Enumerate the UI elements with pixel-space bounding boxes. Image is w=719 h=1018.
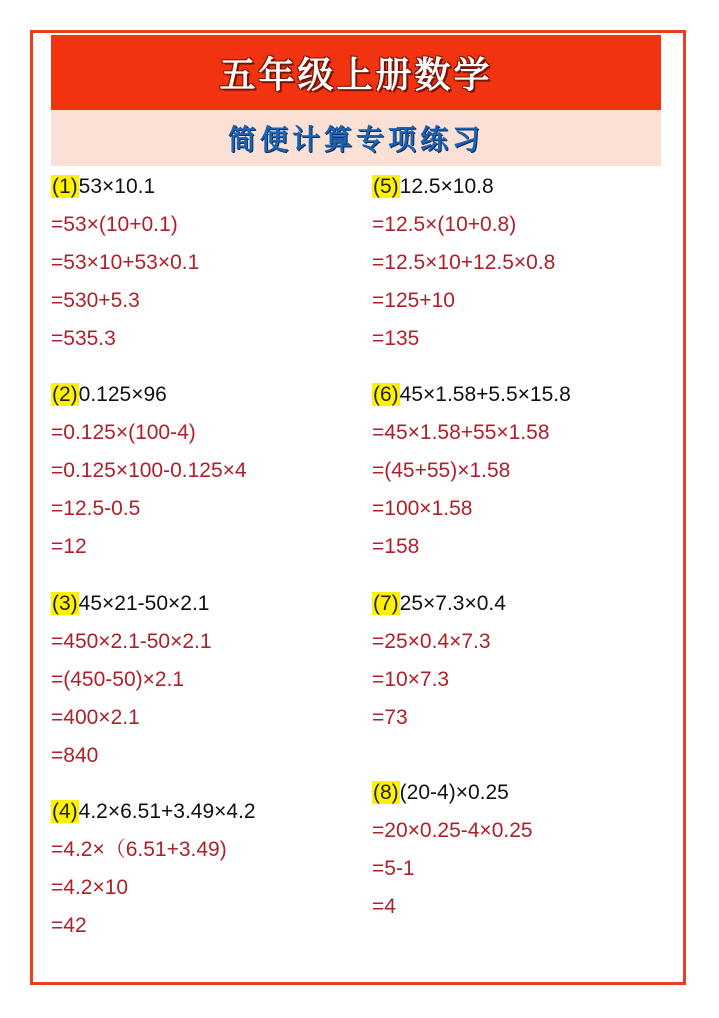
solution-step: =20×0.25-4×0.25 <box>372 819 533 842</box>
solution-step: =(450-50)×2.1 <box>51 668 185 691</box>
problem-expression-line <box>372 585 506 623</box>
problem-number: (3) <box>52 592 78 615</box>
solution-step: =45×1.58+55×1.58 <box>372 421 550 444</box>
problem-number: (6) <box>373 383 399 406</box>
problem-number: (5) <box>373 175 399 198</box>
problem-7 <box>372 585 506 737</box>
problem-expression-line <box>51 793 256 831</box>
problem-4 <box>51 793 256 945</box>
problem-6 <box>372 376 571 566</box>
solution-step: =73 <box>372 706 408 729</box>
solution-step: =12.5×10+12.5×0.8 <box>372 251 556 274</box>
page-subtitle: 简便计算专项练习 <box>227 123 484 156</box>
solution-step: =(45+55)×1.58 <box>372 459 511 482</box>
solution-step: =535.3 <box>51 327 116 350</box>
solution-step: =4 <box>372 895 396 918</box>
problem-number: (7) <box>373 592 399 615</box>
problem-expression: 45×1.58+5.5×15.8 <box>399 383 571 406</box>
problem-number: (2) <box>52 383 78 406</box>
problem-number: (1) <box>52 175 78 198</box>
problem-8 <box>372 774 533 926</box>
problem-5 <box>372 168 555 358</box>
problem-number: (8) <box>373 781 399 804</box>
problem-expression: 45×21-50×2.1 <box>78 592 210 615</box>
solution-step: =840 <box>51 744 99 767</box>
title-banner <box>51 35 661 110</box>
problem-number: (4) <box>52 800 78 823</box>
problem-expression-line <box>372 168 555 206</box>
problem-expression: 53×10.1 <box>78 175 156 198</box>
solution-step: =25×0.4×7.3 <box>372 630 491 653</box>
solution-step: =530+5.3 <box>51 289 140 312</box>
problem-expression: 0.125×96 <box>78 383 167 406</box>
problem-expression-line <box>372 376 571 414</box>
solution-step: =12.5×(10+0.8) <box>372 213 517 236</box>
solution-step: =100×1.58 <box>372 497 473 520</box>
problem-expression-line <box>372 774 533 812</box>
solution-step: =4.2×10 <box>51 876 129 899</box>
solution-step: =12 <box>51 535 87 558</box>
problem-expression: 12.5×10.8 <box>399 175 494 198</box>
solution-step: =135 <box>372 327 420 350</box>
problem-3 <box>51 585 212 775</box>
problem-2 <box>51 376 247 566</box>
solution-step: =0.125×(100-4) <box>51 421 196 444</box>
solution-step: =42 <box>51 914 87 937</box>
problem-expression-line <box>51 168 199 206</box>
solution-step: =125+10 <box>372 289 455 312</box>
solution-step: =158 <box>372 535 420 558</box>
solution-step: =53×(10+0.1) <box>51 213 178 236</box>
problem-expression: 4.2×6.51+3.49×4.2 <box>78 800 256 823</box>
problem-expression: 25×7.3×0.4 <box>399 592 506 615</box>
solution-step: =400×2.1 <box>51 706 140 729</box>
problem-1 <box>51 168 199 358</box>
solution-step: =5-1 <box>372 857 415 880</box>
solution-step: =10×7.3 <box>372 668 450 691</box>
solution-step: =12.5-0.5 <box>51 497 141 520</box>
subtitle-banner <box>51 110 661 166</box>
problem-expression-line <box>51 376 247 414</box>
solution-step: =0.125×100-0.125×4 <box>51 459 247 482</box>
problem-expression-line <box>51 585 212 623</box>
page-title: 五年级上册数学 <box>219 55 493 96</box>
solution-step: =4.2×（6.51+3.49) <box>51 838 227 861</box>
solution-step: =450×2.1-50×2.1 <box>51 630 212 653</box>
problem-expression: (20-4)×0.25 <box>399 781 509 804</box>
solution-step: =53×10+53×0.1 <box>51 251 200 274</box>
